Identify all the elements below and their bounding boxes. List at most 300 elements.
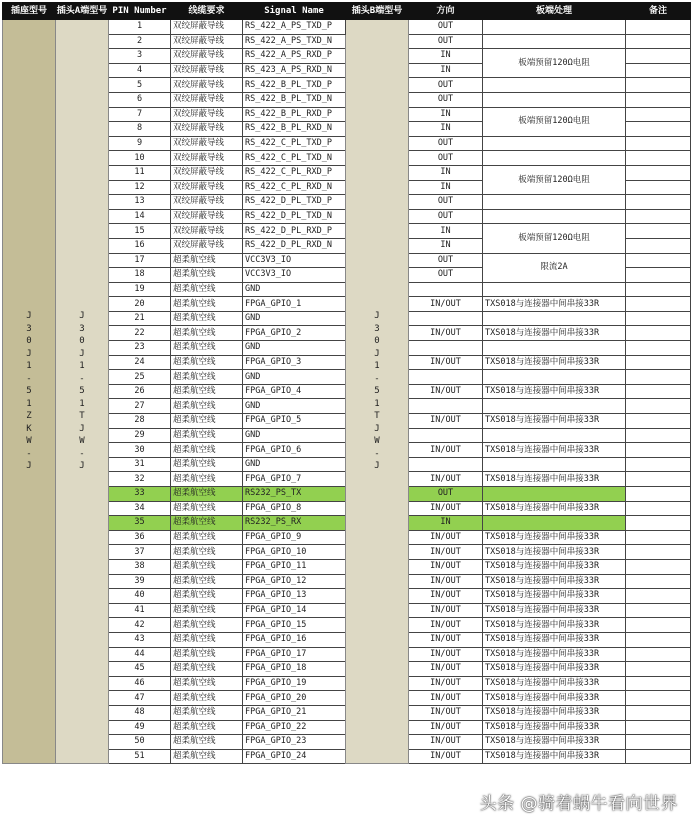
- cable-cell[interactable]: 超柔航空线: [171, 487, 243, 502]
- direction-cell[interactable]: OUT: [409, 268, 483, 283]
- cable-cell[interactable]: 超柔航空线: [171, 311, 243, 326]
- cable-cell[interactable]: 超柔航空线: [171, 370, 243, 385]
- cable-cell[interactable]: 超柔航空线: [171, 282, 243, 297]
- remarks-cell[interactable]: [626, 399, 691, 414]
- cable-cell[interactable]: 超柔航空线: [171, 516, 243, 531]
- remarks-cell[interactable]: [626, 63, 691, 78]
- signal-name-cell[interactable]: FPGA_GPIO_22: [243, 720, 346, 735]
- cable-cell[interactable]: 超柔航空线: [171, 253, 243, 268]
- direction-cell[interactable]: IN/OUT: [409, 705, 483, 720]
- signal-name-cell[interactable]: RS_422_C_PL_TXD_P: [243, 136, 346, 151]
- direction-cell[interactable]: OUT: [409, 195, 483, 210]
- remarks-cell[interactable]: [626, 662, 691, 677]
- pin-number-cell[interactable]: 20: [109, 297, 171, 312]
- cable-cell[interactable]: 超柔航空线: [171, 326, 243, 341]
- direction-cell[interactable]: OUT: [409, 92, 483, 107]
- direction-cell[interactable]: OUT: [409, 151, 483, 166]
- pin-number-cell[interactable]: 30: [109, 443, 171, 458]
- board-handling-cell[interactable]: [483, 209, 626, 224]
- signal-name-cell[interactable]: RS_422_A_PS_TXD_P: [243, 20, 346, 35]
- board-handling-cell[interactable]: TXS018与连接器中间串接33R: [483, 647, 626, 662]
- pin-number-cell[interactable]: 36: [109, 530, 171, 545]
- signal-name-cell[interactable]: GND: [243, 341, 346, 356]
- board-handling-cell[interactable]: TXS018与连接器中间串接33R: [483, 589, 626, 604]
- pin-number-cell[interactable]: 6: [109, 92, 171, 107]
- cable-cell[interactable]: 超柔航空线: [171, 428, 243, 443]
- board-handling-cell[interactable]: 板端预留120Ω电阻: [483, 49, 626, 78]
- board-handling-cell[interactable]: [483, 195, 626, 210]
- remarks-cell[interactable]: [626, 20, 691, 35]
- header-signal-name[interactable]: Signal Name: [243, 3, 346, 20]
- remarks-cell[interactable]: [626, 151, 691, 166]
- pin-number-cell[interactable]: 50: [109, 735, 171, 750]
- direction-cell[interactable]: IN: [409, 165, 483, 180]
- pin-number-cell[interactable]: 38: [109, 559, 171, 574]
- header-plug-b-model[interactable]: 插头B端型号: [346, 3, 409, 20]
- board-handling-cell[interactable]: 板端预留120Ω电阻: [483, 165, 626, 194]
- signal-name-cell[interactable]: FPGA_GPIO_19: [243, 676, 346, 691]
- direction-cell[interactable]: IN/OUT: [409, 691, 483, 706]
- board-handling-cell[interactable]: [483, 399, 626, 414]
- remarks-cell[interactable]: [626, 705, 691, 720]
- board-handling-cell[interactable]: TXS018与连接器中间串接33R: [483, 545, 626, 560]
- pin-number-cell[interactable]: 5: [109, 78, 171, 93]
- direction-cell[interactable]: IN/OUT: [409, 384, 483, 399]
- header-plug-a-model[interactable]: 插头A端型号: [56, 3, 109, 20]
- cable-cell[interactable]: 双绞屏蔽导线: [171, 63, 243, 78]
- cable-cell[interactable]: 双绞屏蔽导线: [171, 20, 243, 35]
- board-handling-cell[interactable]: [483, 92, 626, 107]
- direction-cell[interactable]: OUT: [409, 34, 483, 49]
- pin-number-cell[interactable]: 23: [109, 341, 171, 356]
- remarks-cell[interactable]: [626, 530, 691, 545]
- remarks-cell[interactable]: [626, 238, 691, 253]
- header-direction[interactable]: 方向: [409, 3, 483, 20]
- signal-name-cell[interactable]: RS_422_B_PL_RXD_N: [243, 122, 346, 137]
- cable-cell[interactable]: 超柔航空线: [171, 530, 243, 545]
- signal-name-cell[interactable]: GND: [243, 428, 346, 443]
- remarks-cell[interactable]: [626, 253, 691, 268]
- cable-cell[interactable]: 双绞屏蔽导线: [171, 180, 243, 195]
- cable-cell[interactable]: 超柔航空线: [171, 501, 243, 516]
- remarks-cell[interactable]: [626, 282, 691, 297]
- direction-cell[interactable]: IN/OUT: [409, 297, 483, 312]
- cable-cell[interactable]: 超柔航空线: [171, 618, 243, 633]
- signal-name-cell[interactable]: RS_422_C_PL_RXD_N: [243, 180, 346, 195]
- direction-cell[interactable]: IN/OUT: [409, 603, 483, 618]
- cable-cell[interactable]: 双绞屏蔽导线: [171, 238, 243, 253]
- pin-number-cell[interactable]: 32: [109, 472, 171, 487]
- pin-number-cell[interactable]: 28: [109, 414, 171, 429]
- pin-number-cell[interactable]: 3: [109, 49, 171, 64]
- cable-cell[interactable]: 超柔航空线: [171, 676, 243, 691]
- cable-cell[interactable]: 超柔航空线: [171, 735, 243, 750]
- pin-number-cell[interactable]: 43: [109, 632, 171, 647]
- signal-name-cell[interactable]: FPGA_GPIO_6: [243, 443, 346, 458]
- signal-name-cell[interactable]: RS_422_B_PL_TXD_P: [243, 78, 346, 93]
- cable-cell[interactable]: 超柔航空线: [171, 662, 243, 677]
- signal-name-cell[interactable]: FPGA_GPIO_13: [243, 589, 346, 604]
- header-pin-number[interactable]: PIN Number: [109, 3, 171, 20]
- direction-cell[interactable]: [409, 311, 483, 326]
- signal-name-cell[interactable]: FPGA_GPIO_8: [243, 501, 346, 516]
- board-handling-cell[interactable]: TXS018与连接器中间串接33R: [483, 749, 626, 764]
- pin-number-cell[interactable]: 14: [109, 209, 171, 224]
- signal-name-cell[interactable]: RS_422_D_PL_RXD_P: [243, 224, 346, 239]
- pin-number-cell[interactable]: 48: [109, 705, 171, 720]
- signal-name-cell[interactable]: GND: [243, 311, 346, 326]
- signal-name-cell[interactable]: FPGA_GPIO_23: [243, 735, 346, 750]
- direction-cell[interactable]: OUT: [409, 487, 483, 502]
- pin-number-cell[interactable]: 22: [109, 326, 171, 341]
- board-handling-cell[interactable]: [483, 457, 626, 472]
- signal-name-cell[interactable]: RS232_PS_RX: [243, 516, 346, 531]
- remarks-cell[interactable]: [626, 136, 691, 151]
- direction-cell[interactable]: [409, 341, 483, 356]
- cable-cell[interactable]: 双绞屏蔽导线: [171, 209, 243, 224]
- remarks-cell[interactable]: [626, 384, 691, 399]
- direction-cell[interactable]: IN/OUT: [409, 632, 483, 647]
- remarks-cell[interactable]: [626, 355, 691, 370]
- direction-cell[interactable]: IN/OUT: [409, 735, 483, 750]
- remarks-cell[interactable]: [626, 559, 691, 574]
- pin-number-cell[interactable]: 16: [109, 238, 171, 253]
- remarks-cell[interactable]: [626, 487, 691, 502]
- board-handling-cell[interactable]: [483, 341, 626, 356]
- direction-cell[interactable]: IN/OUT: [409, 326, 483, 341]
- pin-number-cell[interactable]: 21: [109, 311, 171, 326]
- signal-name-cell[interactable]: FPGA_GPIO_21: [243, 705, 346, 720]
- cable-cell[interactable]: 双绞屏蔽导线: [171, 122, 243, 137]
- direction-cell[interactable]: IN: [409, 63, 483, 78]
- pin-number-cell[interactable]: 8: [109, 122, 171, 137]
- cable-cell[interactable]: 超柔航空线: [171, 559, 243, 574]
- header-cable[interactable]: 线缆要求: [171, 3, 243, 20]
- cable-cell[interactable]: 超柔航空线: [171, 574, 243, 589]
- pin-number-cell[interactable]: 27: [109, 399, 171, 414]
- signal-name-cell[interactable]: FPGA_GPIO_3: [243, 355, 346, 370]
- cable-cell[interactable]: 超柔航空线: [171, 443, 243, 458]
- pin-number-cell[interactable]: 9: [109, 136, 171, 151]
- cable-cell[interactable]: 超柔航空线: [171, 749, 243, 764]
- direction-cell[interactable]: IN: [409, 49, 483, 64]
- remarks-cell[interactable]: [626, 443, 691, 458]
- signal-name-cell[interactable]: RS_422_A_PS_TXD_N: [243, 34, 346, 49]
- board-handling-cell[interactable]: [483, 20, 626, 35]
- signal-name-cell[interactable]: FPGA_GPIO_5: [243, 414, 346, 429]
- direction-cell[interactable]: OUT: [409, 253, 483, 268]
- signal-name-cell[interactable]: VCC3V3_IO: [243, 253, 346, 268]
- cable-cell[interactable]: 超柔航空线: [171, 268, 243, 283]
- signal-name-cell[interactable]: FPGA_GPIO_11: [243, 559, 346, 574]
- signal-name-cell[interactable]: GND: [243, 370, 346, 385]
- direction-cell[interactable]: [409, 428, 483, 443]
- board-handling-cell[interactable]: TXS018与连接器中间串接33R: [483, 501, 626, 516]
- pin-number-cell[interactable]: 40: [109, 589, 171, 604]
- board-handling-cell[interactable]: [483, 34, 626, 49]
- plug-b-model-cell[interactable]: [346, 20, 409, 764]
- direction-cell[interactable]: IN: [409, 224, 483, 239]
- remarks-cell[interactable]: [626, 457, 691, 472]
- signal-name-cell[interactable]: FPGA_GPIO_14: [243, 603, 346, 618]
- board-handling-cell[interactable]: TXS018与连接器中间串接33R: [483, 735, 626, 750]
- remarks-cell[interactable]: [626, 195, 691, 210]
- direction-cell[interactable]: OUT: [409, 20, 483, 35]
- signal-name-cell[interactable]: RS232_PS_TX: [243, 487, 346, 502]
- pin-number-cell[interactable]: 29: [109, 428, 171, 443]
- pin-number-cell[interactable]: 45: [109, 662, 171, 677]
- remarks-cell[interactable]: [626, 34, 691, 49]
- remarks-cell[interactable]: [626, 414, 691, 429]
- cable-cell[interactable]: 双绞屏蔽导线: [171, 34, 243, 49]
- pin-number-cell[interactable]: 41: [109, 603, 171, 618]
- board-handling-cell[interactable]: TXS018与连接器中间串接33R: [483, 662, 626, 677]
- pin-number-cell[interactable]: 44: [109, 647, 171, 662]
- direction-cell[interactable]: [409, 282, 483, 297]
- direction-cell[interactable]: IN: [409, 107, 483, 122]
- board-handling-cell[interactable]: 板端预留120Ω电阻: [483, 224, 626, 253]
- remarks-cell[interactable]: [626, 735, 691, 750]
- remarks-cell[interactable]: [626, 632, 691, 647]
- board-handling-cell[interactable]: TXS018与连接器中间串接33R: [483, 676, 626, 691]
- cable-cell[interactable]: 双绞屏蔽导线: [171, 224, 243, 239]
- pin-number-cell[interactable]: 51: [109, 749, 171, 764]
- cable-cell[interactable]: 超柔航空线: [171, 705, 243, 720]
- board-handling-cell[interactable]: [483, 282, 626, 297]
- cable-cell[interactable]: 超柔航空线: [171, 384, 243, 399]
- pin-number-cell[interactable]: 12: [109, 180, 171, 195]
- pin-number-cell[interactable]: 25: [109, 370, 171, 385]
- direction-cell[interactable]: IN/OUT: [409, 720, 483, 735]
- signal-name-cell[interactable]: RS_422_A_PS_RXD_P: [243, 49, 346, 64]
- pin-number-cell[interactable]: 13: [109, 195, 171, 210]
- signal-name-cell[interactable]: GND: [243, 457, 346, 472]
- board-handling-cell[interactable]: [483, 370, 626, 385]
- cable-cell[interactable]: 超柔航空线: [171, 399, 243, 414]
- board-handling-cell[interactable]: 限流2A: [483, 253, 626, 282]
- board-handling-cell[interactable]: TXS018与连接器中间串接33R: [483, 691, 626, 706]
- board-handling-cell[interactable]: [483, 151, 626, 166]
- remarks-cell[interactable]: [626, 428, 691, 443]
- board-handling-cell[interactable]: TXS018与连接器中间串接33R: [483, 414, 626, 429]
- remarks-cell[interactable]: [626, 370, 691, 385]
- signal-name-cell[interactable]: VCC3V3_IO: [243, 268, 346, 283]
- signal-name-cell[interactable]: FPGA_GPIO_17: [243, 647, 346, 662]
- direction-cell[interactable]: IN/OUT: [409, 676, 483, 691]
- direction-cell[interactable]: IN/OUT: [409, 501, 483, 516]
- pin-number-cell[interactable]: 26: [109, 384, 171, 399]
- signal-name-cell[interactable]: FPGA_GPIO_4: [243, 384, 346, 399]
- pin-number-cell[interactable]: 11: [109, 165, 171, 180]
- remarks-cell[interactable]: [626, 589, 691, 604]
- direction-cell[interactable]: IN/OUT: [409, 749, 483, 764]
- direction-cell[interactable]: IN/OUT: [409, 545, 483, 560]
- board-handling-cell[interactable]: [483, 428, 626, 443]
- remarks-cell[interactable]: [626, 501, 691, 516]
- signal-name-cell[interactable]: FPGA_GPIO_7: [243, 472, 346, 487]
- pin-number-cell[interactable]: 15: [109, 224, 171, 239]
- direction-cell[interactable]: IN/OUT: [409, 618, 483, 633]
- signal-name-cell[interactable]: GND: [243, 399, 346, 414]
- remarks-cell[interactable]: [626, 516, 691, 531]
- board-handling-cell[interactable]: [483, 136, 626, 151]
- remarks-cell[interactable]: [626, 209, 691, 224]
- header-board-handling[interactable]: 板端处理: [483, 3, 626, 20]
- signal-name-cell[interactable]: FPGA_GPIO_18: [243, 662, 346, 677]
- direction-cell[interactable]: IN/OUT: [409, 662, 483, 677]
- direction-cell[interactable]: IN: [409, 180, 483, 195]
- signal-name-cell[interactable]: FPGA_GPIO_15: [243, 618, 346, 633]
- remarks-cell[interactable]: [626, 574, 691, 589]
- cable-cell[interactable]: 超柔航空线: [171, 589, 243, 604]
- board-handling-cell[interactable]: TXS018与连接器中间串接33R: [483, 705, 626, 720]
- cable-cell[interactable]: 超柔航空线: [171, 720, 243, 735]
- direction-cell[interactable]: [409, 457, 483, 472]
- signal-name-cell[interactable]: FPGA_GPIO_24: [243, 749, 346, 764]
- remarks-cell[interactable]: [626, 297, 691, 312]
- pin-number-cell[interactable]: 37: [109, 545, 171, 560]
- pin-number-cell[interactable]: 17: [109, 253, 171, 268]
- cable-cell[interactable]: 超柔航空线: [171, 341, 243, 356]
- direction-cell[interactable]: IN/OUT: [409, 589, 483, 604]
- signal-name-cell[interactable]: RS_422_C_PL_RXD_P: [243, 165, 346, 180]
- remarks-cell[interactable]: [626, 78, 691, 93]
- board-handling-cell[interactable]: TXS018与连接器中间串接33R: [483, 603, 626, 618]
- cable-cell[interactable]: 超柔航空线: [171, 355, 243, 370]
- board-handling-cell[interactable]: [483, 487, 626, 502]
- pin-number-cell[interactable]: 42: [109, 618, 171, 633]
- remarks-cell[interactable]: [626, 676, 691, 691]
- board-handling-cell[interactable]: TXS018与连接器中间串接33R: [483, 326, 626, 341]
- remarks-cell[interactable]: [626, 92, 691, 107]
- board-handling-cell[interactable]: [483, 516, 626, 531]
- direction-cell[interactable]: IN/OUT: [409, 574, 483, 589]
- remarks-cell[interactable]: [626, 691, 691, 706]
- direction-cell[interactable]: [409, 399, 483, 414]
- pin-number-cell[interactable]: 1: [109, 20, 171, 35]
- remarks-cell[interactable]: [626, 107, 691, 122]
- board-handling-cell[interactable]: TXS018与连接器中间串接33R: [483, 443, 626, 458]
- pin-number-cell[interactable]: 34: [109, 501, 171, 516]
- direction-cell[interactable]: IN/OUT: [409, 472, 483, 487]
- cable-cell[interactable]: 超柔航空线: [171, 647, 243, 662]
- cable-cell[interactable]: 双绞屏蔽导线: [171, 136, 243, 151]
- cable-cell[interactable]: 超柔航空线: [171, 691, 243, 706]
- signal-name-cell[interactable]: FPGA_GPIO_2: [243, 326, 346, 341]
- signal-name-cell[interactable]: FPGA_GPIO_10: [243, 545, 346, 560]
- direction-cell[interactable]: IN: [409, 122, 483, 137]
- pin-number-cell[interactable]: 7: [109, 107, 171, 122]
- cable-cell[interactable]: 超柔航空线: [171, 457, 243, 472]
- pin-number-cell[interactable]: 47: [109, 691, 171, 706]
- remarks-cell[interactable]: [626, 618, 691, 633]
- remarks-cell[interactable]: [626, 49, 691, 64]
- board-handling-cell[interactable]: TXS018与连接器中间串接33R: [483, 632, 626, 647]
- signal-name-cell[interactable]: FPGA_GPIO_12: [243, 574, 346, 589]
- remarks-cell[interactable]: [626, 165, 691, 180]
- remarks-cell[interactable]: [626, 545, 691, 560]
- signal-name-cell[interactable]: RS_422_D_PL_TXD_N: [243, 209, 346, 224]
- cable-cell[interactable]: 超柔航空线: [171, 472, 243, 487]
- signal-name-cell[interactable]: RS_422_B_PL_RXD_P: [243, 107, 346, 122]
- pin-number-cell[interactable]: 31: [109, 457, 171, 472]
- cable-cell[interactable]: 超柔航空线: [171, 545, 243, 560]
- cable-cell[interactable]: 双绞屏蔽导线: [171, 92, 243, 107]
- remarks-cell[interactable]: [626, 122, 691, 137]
- pin-number-cell[interactable]: 18: [109, 268, 171, 283]
- signal-name-cell[interactable]: FPGA_GPIO_16: [243, 632, 346, 647]
- cable-cell[interactable]: 超柔航空线: [171, 414, 243, 429]
- remarks-cell[interactable]: [626, 749, 691, 764]
- board-handling-cell[interactable]: 板端预留120Ω电阻: [483, 107, 626, 136]
- direction-cell[interactable]: IN/OUT: [409, 355, 483, 370]
- remarks-cell[interactable]: [626, 326, 691, 341]
- signal-name-cell[interactable]: FPGA_GPIO_1: [243, 297, 346, 312]
- pin-number-cell[interactable]: 49: [109, 720, 171, 735]
- direction-cell[interactable]: [409, 370, 483, 385]
- direction-cell[interactable]: IN/OUT: [409, 530, 483, 545]
- remarks-cell[interactable]: [626, 311, 691, 326]
- pin-number-cell[interactable]: 2: [109, 34, 171, 49]
- direction-cell[interactable]: OUT: [409, 136, 483, 151]
- direction-cell[interactable]: IN: [409, 238, 483, 253]
- board-handling-cell[interactable]: [483, 78, 626, 93]
- cable-cell[interactable]: 双绞屏蔽导线: [171, 107, 243, 122]
- cable-cell[interactable]: 双绞屏蔽导线: [171, 151, 243, 166]
- pin-number-cell[interactable]: 10: [109, 151, 171, 166]
- pin-number-cell[interactable]: 19: [109, 282, 171, 297]
- header-remarks[interactable]: 备注: [626, 3, 691, 20]
- board-handling-cell[interactable]: TXS018与连接器中间串接33R: [483, 384, 626, 399]
- direction-cell[interactable]: IN/OUT: [409, 443, 483, 458]
- board-handling-cell[interactable]: TXS018与连接器中间串接33R: [483, 574, 626, 589]
- direction-cell[interactable]: IN/OUT: [409, 559, 483, 574]
- signal-name-cell[interactable]: RS_422_C_PL_TXD_N: [243, 151, 346, 166]
- pin-number-cell[interactable]: 4: [109, 63, 171, 78]
- plug-a-model-cell[interactable]: [56, 20, 109, 764]
- cable-cell[interactable]: 双绞屏蔽导线: [171, 195, 243, 210]
- pin-number-cell[interactable]: 24: [109, 355, 171, 370]
- pin-number-cell[interactable]: 46: [109, 676, 171, 691]
- remarks-cell[interactable]: [626, 472, 691, 487]
- socket-model-cell[interactable]: [3, 20, 56, 764]
- signal-name-cell[interactable]: RS_422_B_PL_TXD_N: [243, 92, 346, 107]
- board-handling-cell[interactable]: TXS018与连接器中间串接33R: [483, 530, 626, 545]
- pin-number-cell[interactable]: 39: [109, 574, 171, 589]
- remarks-cell[interactable]: [626, 720, 691, 735]
- remarks-cell[interactable]: [626, 603, 691, 618]
- signal-name-cell[interactable]: GND: [243, 282, 346, 297]
- cable-cell[interactable]: 超柔航空线: [171, 603, 243, 618]
- remarks-cell[interactable]: [626, 224, 691, 239]
- direction-cell[interactable]: IN/OUT: [409, 647, 483, 662]
- board-handling-cell[interactable]: [483, 311, 626, 326]
- board-handling-cell[interactable]: TXS018与连接器中间串接33R: [483, 559, 626, 574]
- direction-cell[interactable]: OUT: [409, 209, 483, 224]
- remarks-cell[interactable]: [626, 341, 691, 356]
- signal-name-cell[interactable]: RS_422_D_PL_RXD_N: [243, 238, 346, 253]
- remarks-cell[interactable]: [626, 647, 691, 662]
- board-handling-cell[interactable]: TXS018与连接器中间串接33R: [483, 472, 626, 487]
- cable-cell[interactable]: 超柔航空线: [171, 297, 243, 312]
- board-handling-cell[interactable]: TXS018与连接器中间串接33R: [483, 720, 626, 735]
- direction-cell[interactable]: OUT: [409, 78, 483, 93]
- signal-name-cell[interactable]: RS_422_D_PL_TXD_P: [243, 195, 346, 210]
- cable-cell[interactable]: 双绞屏蔽导线: [171, 165, 243, 180]
- remarks-cell[interactable]: [626, 268, 691, 283]
- board-handling-cell[interactable]: TXS018与连接器中间串接33R: [483, 355, 626, 370]
- pin-number-cell[interactable]: 33: [109, 487, 171, 502]
